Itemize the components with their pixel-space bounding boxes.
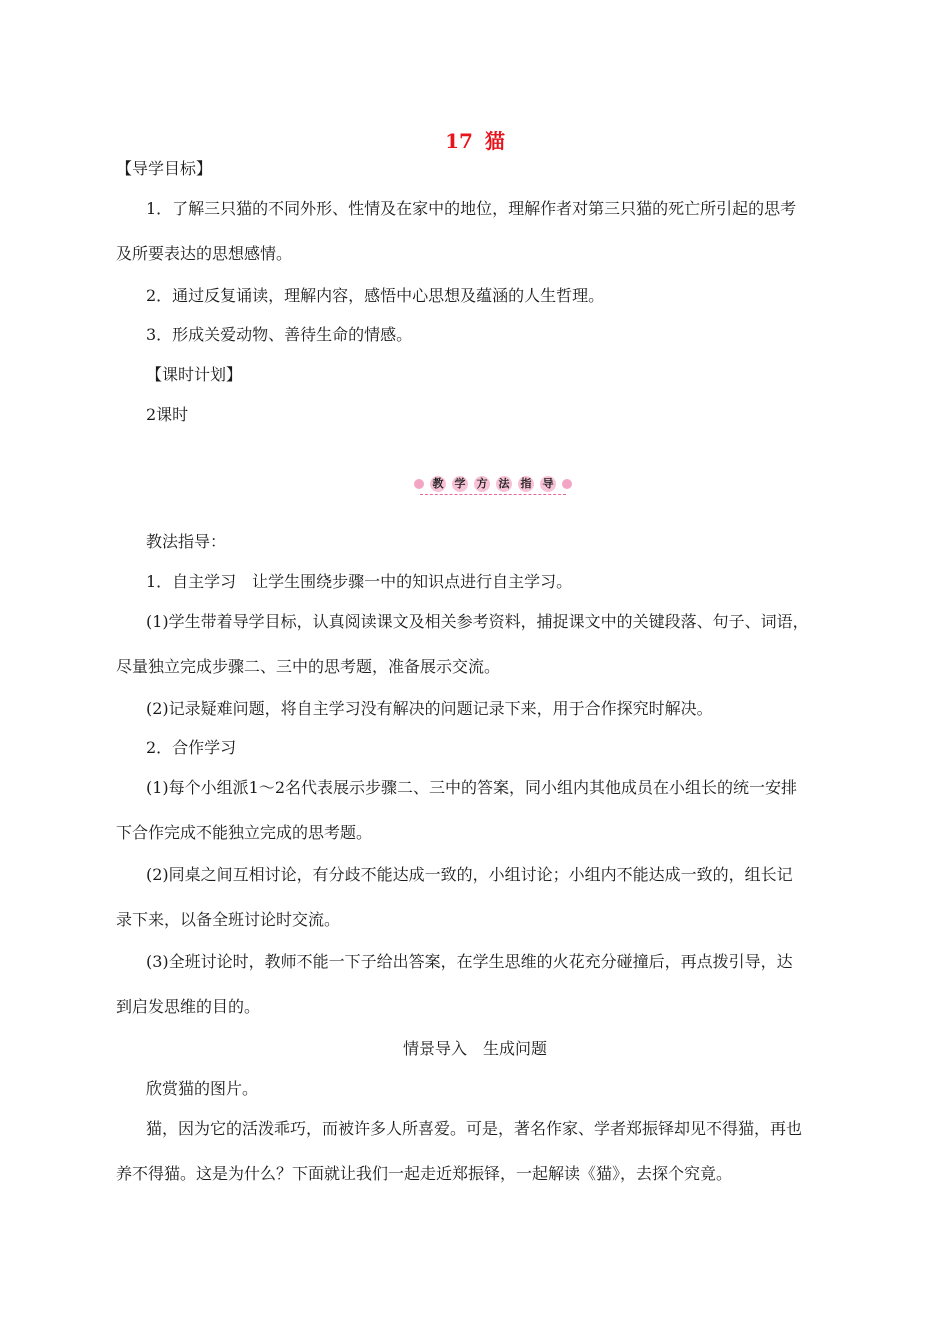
goal-2: 2．通过反复诵读，理解内容，感悟中心思想及蕴涵的人生哲理。 [146,286,605,305]
lesson-number: 17 [445,129,473,153]
method-item-2-3-line-2: 到启发思维的目的。 [116,997,261,1016]
method-item-2-2-line-1: (2)同桌之间互相讨论，有分歧不能达成一致的，小组讨论；小组内不能达成一致的，组长记 [146,865,793,884]
method-item-2-2-line-2: 录下来，以备全班讨论时交流。 [116,910,341,929]
banner-char: 法 [496,476,512,492]
banner-char: 教 [430,476,446,492]
intro-paragraph-2-line-2: 养不得猫。这是为什么？下面就让我们一起走近郑振铎，一起解读《猫》，去探个究竟。 [116,1164,733,1183]
method-item-1-1-line-1: (1)学生带着导学目标，认真阅读课文及相关参考资料，捕捉课文中的关键段落、句子、词语， [146,612,809,631]
method-item-2-1-line-1: (1)每个小组派1～2名代表展示步骤二、三中的答案，同小组内其他成员在小组长的统一安排 [146,778,798,797]
method-item-1-2: (2)记录疑难问题，将自主学习没有解决的问题记录下来，用于合作探究时解决。 [146,699,713,718]
page-title [0,128,950,154]
method-item-2: 2．合作学习 [146,738,237,757]
intro-heading: 情景导入 生成问题 [402,1039,547,1058]
banner-dot-right [562,479,572,489]
method-item-1-1-line-2: 尽量独立完成步骤二、三中的思考题，准备展示交流。 [116,657,501,676]
intro-paragraph-1: 欣赏猫的图片。 [146,1079,259,1098]
goal-3: 3．形成关爱动物、善待生命的情感。 [146,325,413,344]
goal-1-line-2: 及所要表达的思想感情。 [116,244,293,263]
method-item-1: 1．自主学习 让学生围绕步骤一中的知识点进行自主学习。 [146,572,573,591]
intro-paragraph-2-line-1: 猫，因为它的活泼乖巧，而被许多人所喜爱。可是，著名作家、学者郑振铎却见不得猫，再也 [146,1119,803,1138]
plan-value: 2课时 [146,405,189,424]
goals-heading: 【导学目标】 [116,159,213,178]
banner-char: 指 [518,476,534,492]
banner-char: 学 [452,476,468,492]
banner-char: 导 [540,476,556,492]
lesson-title: 猫 [484,129,505,153]
banner-underline [420,494,566,495]
banner-char: 方 [474,476,490,492]
goal-1-line-1: 1．了解三只猫的不同外形、性情及在家中的地位，理解作者对第三只猫的死亡所引起的思考 [146,199,797,218]
method-heading: 教法指导： [146,532,227,551]
method-item-2-1-line-2: 下合作完成不能独立完成的思考题。 [116,823,373,842]
plan-heading: 【课时计划】 [146,365,243,384]
banner-dot-left [414,479,424,489]
method-item-2-3-line-1: (3)全班讨论时，教师不能一下子给出答案，在学生思维的火花充分碰撞后，再点拨引导，达 [146,952,793,971]
